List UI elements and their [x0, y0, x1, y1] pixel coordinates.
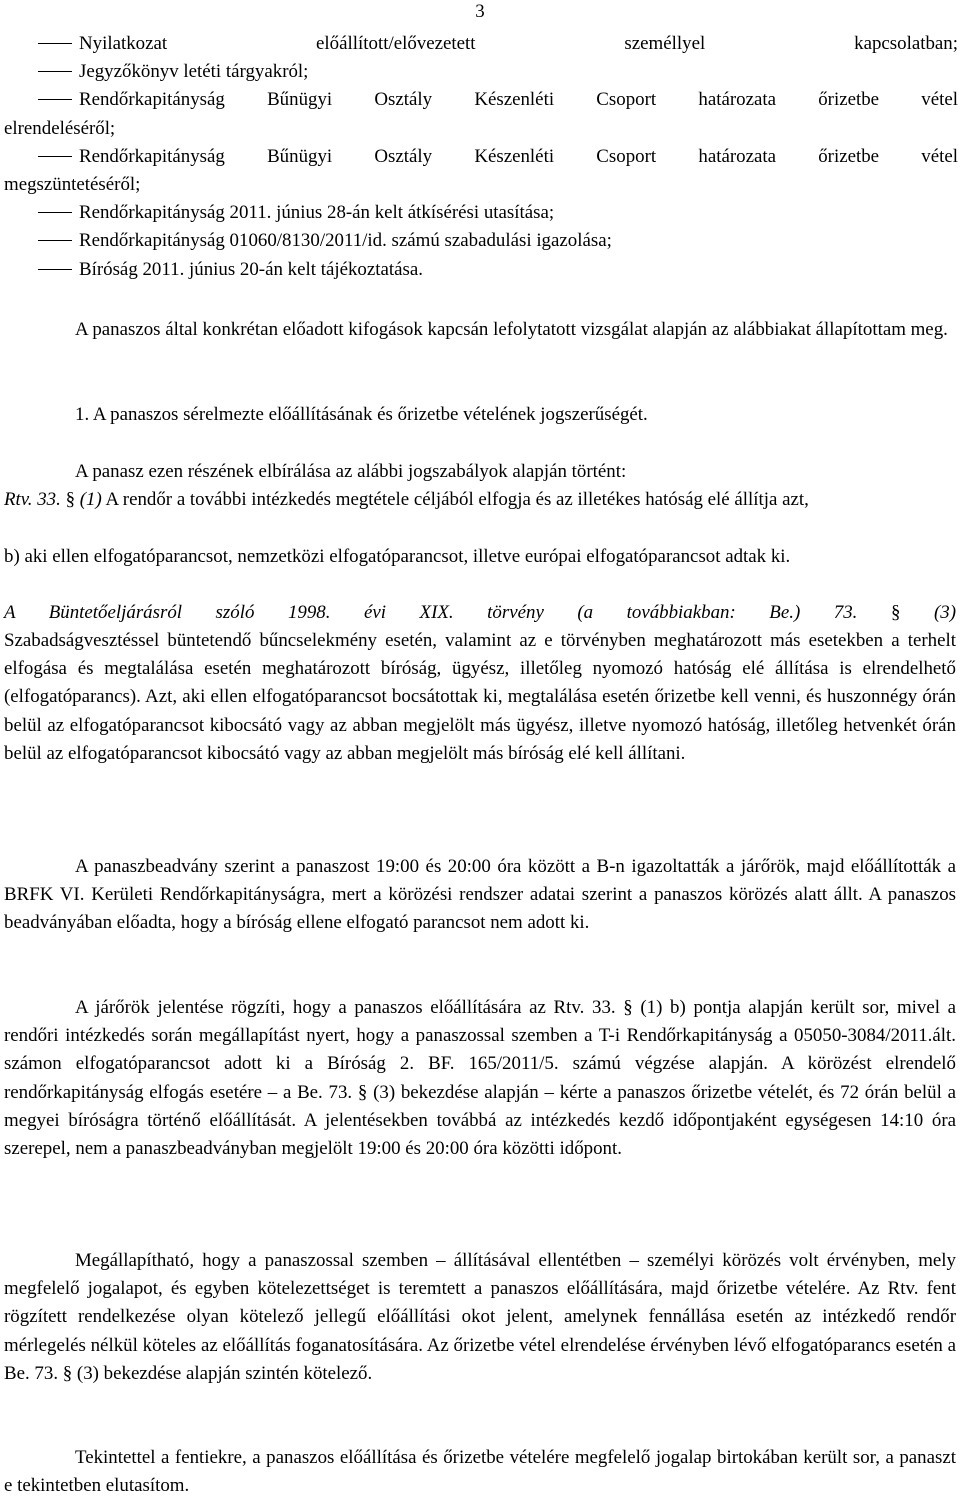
- rtv-subsection: (1): [79, 489, 102, 510]
- list-item-continuation: megszüntetéséről;: [4, 174, 141, 196]
- page-number: 3: [475, 1, 485, 22]
- list-item-line: Rendőrkapitányság Bűnügyi Osztály Készenléti Csoport határozata őrizetbe vétel: [79, 89, 958, 111]
- list-item: Rendőrkapitányság 2011. június 28-án kelt átkísérési utasítása;: [4, 199, 958, 227]
- list-item: Nyilatkozat előállított/elővezetett személlyel kapcsolatban;: [4, 30, 958, 58]
- list-item: [4, 143, 958, 199]
- rtv-point-b: b) aki ellen elfogatóparancsot, nemzetközi elfogatóparancsot, illetve európai elfogatóparancsot adtak ki.: [4, 546, 791, 567]
- section-sign: §: [65, 489, 76, 510]
- be-reference: A Büntetőeljárásról szóló 1998. évi XIX. törvény (a továbbiakban: Be.) 73.: [4, 602, 858, 623]
- report-paragraph: A járőrök jelentése rögzíti, hogy a panaszos előállítására az Rtv. 33. § (1) b) pontja alapján került sor, mivel a rendőri intézkedés során megállapítást nyert, hogy a panaszossal szemben a T-i Rendőrkapitányság a 05050-3084/2011.ált. számon elfogatóparancsot adott ki a Bíróság 2. BF. 165/2011/5. számú végzése alapján. A körözést elrendelő rendőrkapitányság elfogás esetére – a Be. 73. § (3) bekezdése alapján – kérte a panaszos őrizetbe vételét, és 72 órán belül a megyei bíróságra történő előállítását. A jelentésekben továbbá az intézkedés kezdő időpontjaként egységesen 14:10 óra szerepel, nem a panaszbeadványban megjelölt 19:00 és 20:00 óra közötti időpont.: [4, 997, 956, 1160]
- list-item: Rendőrkapitányság 01060/8130/2011/id. számú szabadulási igazolása;: [4, 227, 958, 255]
- list-item-line: Rendőrkapitányság Bűnügyi Osztály Készenléti Csoport határozata őrizetbe vétel: [79, 145, 958, 167]
- list-item: Bíróság 2011. június 20-án kelt tájékoztatása.: [4, 256, 958, 284]
- rtv-reference: Rtv. 33.: [4, 489, 61, 510]
- section-heading-1: 1. A panaszos sérelmezte előállításának és őrizetbe vételének jogszerűségét.: [75, 404, 648, 425]
- rtv-citation: [4, 486, 956, 514]
- conclusion-paragraph: Megállapítható, hogy a panaszossal szemben – állításával ellentétben – személyi körözés volt érvényben, mely megfelelő jogalapot, és egyben kötelezettséget is teremtett a panaszos előállítására, majd őrizetbe vételére. Az Rtv. fent rögzített rendelkezése olyan kötelező jellegű előállítási okot jelent, amelynek fennállása esetén az intézkedő rendőr mérlegelés nélkül köteles az előállítás foganatosítására. Az őrizetbe vétel elrendelése érvényben lévő elfogatóparancs esetén a Be. 73. § (3) bekezdése alapján szintén kötelező.: [4, 1250, 956, 1384]
- findings-paragraph: A panaszos által konkrétan előadott kifogások kapcsán lefolytatott vizsgálat alapján az alábbiakat állapítottam meg.: [75, 319, 948, 340]
- section-sign: §: [890, 602, 901, 623]
- attachment-list: [4, 30, 958, 284]
- be-subsection: (3): [933, 602, 956, 623]
- be-text: Szabadságvesztéssel büntetendő bűncselekmény esetén, valamint az e törvényben meghatározott más esetekben a terhelt elfogása és megtalálása esetén meghatározott bíróság, ügyész, illetőleg nyomozó hatóság elé állítása is elrendelhető (elfogatóparancs). Azt, aki ellen elfogatóparancsot bocsátottak ki, megtalálása esetén őrizetbe kell venni, és huszonnégy órán belül az elfogatóparancsot kibocsátó vagy az abban megjelölt más ügyész, illetve nyomozó hatóság, illetőleg hetvenkét órán belül az elfogatóparancsot kibocsátó vagy az abban megjelölt más bíróság elé kell állítani.: [4, 630, 956, 764]
- be-citation-heading: [4, 599, 956, 627]
- list-item-continuation: elrendeléséről;: [4, 117, 116, 139]
- list-item: Jegyzőkönyv letéti tárgyakról;: [4, 58, 958, 86]
- rtv-text: A rendőr a további intézkedés megtétele céljából elfogja és az illetékes hatóság elé állítja azt,: [105, 489, 809, 510]
- legal-basis-intro: A panasz ezen részének elbírálása az alábbi jogszabályok alapján történt:: [75, 461, 627, 482]
- list-item: [4, 86, 958, 142]
- final-decision-paragraph: Tekintettel a fentiekre, a panaszos előállítása és őrizetbe vételére megfelelő jogalap birtokában került sor, a panaszt e tekintetben elutasítom.: [4, 1447, 956, 1497]
- complaint-paragraph: A panaszbeadvány szerint a panaszost 19:00 és 20:00 óra között a B-n igazoltatták a járőrök, majd előállították a BRFK VI. Kerületi Rendőrkapitányságra, mert a körözési rendszer adatai szerint a panaszos körözés alatt állt. A panaszos beadványában előadta, hogy a bíróság ellene elfogató parancsot nem adott ki.: [4, 856, 956, 934]
